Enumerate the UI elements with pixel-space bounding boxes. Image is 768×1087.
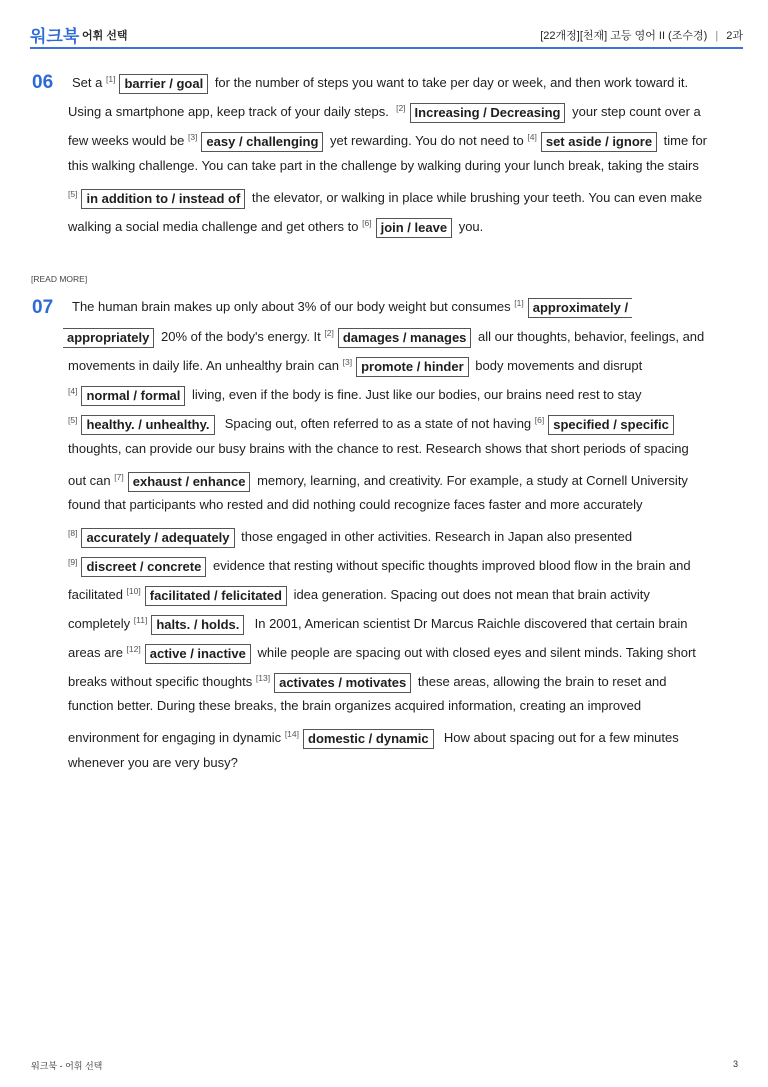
- text-run: areas are: [68, 645, 123, 660]
- choice-box[interactable]: facilitated / felicitated: [145, 586, 287, 606]
- text-run: movements in daily life. An unhealthy brain can: [68, 358, 339, 373]
- choice-box[interactable]: easy / challenging: [201, 132, 323, 152]
- lesson-label: 2과: [726, 30, 743, 42]
- text-run: evidence that resting without specific thoughts improved blood flow in the brain and: [212, 558, 691, 573]
- choice-box[interactable]: halts. / holds.: [151, 615, 244, 635]
- text-run: these areas, allowing the brain to reset and: [417, 674, 667, 689]
- choice-box[interactable]: exhaust / enhance: [128, 472, 251, 492]
- passage-line: [68, 467, 688, 487]
- passage-line: [68, 581, 650, 601]
- passage-line: [68, 523, 632, 543]
- passage-line: [68, 213, 483, 233]
- text-run: Set a: [72, 75, 103, 90]
- text-run: walking a social media challenge and get others to: [68, 219, 359, 234]
- choice-box[interactable]: damages / manages: [338, 328, 472, 348]
- course-info: [540, 27, 743, 43]
- text-run: idea generation. Spacing out does not mean that brain activity: [293, 587, 650, 602]
- brand-subtitle: 어휘 선택: [82, 30, 128, 42]
- course-title: [22개정][천재] 고등 영어 II (조수경): [540, 30, 708, 42]
- blank-number: [8]: [68, 528, 78, 538]
- choice-box[interactable]: promote / hinder: [356, 357, 469, 377]
- brand-title: 워크북: [30, 27, 80, 46]
- text-run: breaks without specific thoughts: [68, 674, 253, 689]
- footer-label: 워크북 - 어휘 선택: [31, 1061, 103, 1071]
- passage-line: [68, 668, 667, 688]
- choice-box[interactable]: join / leave: [376, 218, 452, 238]
- choice-box[interactable]: set aside / ignore: [541, 132, 657, 152]
- text-run: your step count over a: [572, 104, 701, 119]
- passage-line: [68, 184, 702, 204]
- text-run: you.: [458, 219, 484, 234]
- passage-line: [68, 127, 707, 147]
- passage-line: [68, 724, 679, 744]
- text-run: living, even if the body is fine. Just like our bodies, our brains need rest to stay: [192, 387, 642, 402]
- text-run: found that participants who rested and did nothing could recognize faces faster and more accurately: [68, 497, 643, 512]
- text-run: time for: [663, 133, 708, 148]
- text-run: whenever you are very busy?: [68, 755, 238, 770]
- passage-line: [68, 753, 238, 773]
- choice-box[interactable]: normal / formal: [81, 386, 185, 406]
- text-run: memory, learning, and creativity. For example, a study at Cornell University: [257, 473, 688, 488]
- question-number-07: 07: [32, 297, 54, 318]
- choice-box[interactable]: domestic / dynamic: [303, 729, 434, 749]
- blank-number: [6]: [534, 415, 545, 425]
- blank-number: [1]: [105, 74, 116, 84]
- question-number-06: 06: [32, 72, 54, 93]
- text-run: few weeks would be: [68, 133, 185, 148]
- passage-line: [68, 156, 699, 176]
- blank-number: [12]: [126, 644, 141, 654]
- blank-number: [6]: [362, 218, 372, 228]
- blank-number: [11]: [133, 615, 148, 625]
- text-run: completely: [68, 616, 131, 631]
- text-run: this walking challenge. You can take part in the challenge by walking during your lunch break, taking the stairs: [68, 158, 699, 173]
- blank-number: [2]: [396, 103, 406, 113]
- blank-number: [10]: [126, 586, 141, 596]
- choice-box[interactable]: activates / motivates: [274, 673, 411, 693]
- choice-box[interactable]: Increasing / Decreasing: [410, 103, 566, 123]
- passage-line: [63, 323, 704, 343]
- blank-number: [5]: [68, 415, 78, 425]
- header-separator: |: [715, 30, 719, 42]
- passage-line: [68, 98, 701, 118]
- blank-number: [2]: [324, 328, 334, 338]
- page-number: 3: [732, 1059, 738, 1069]
- choice-box[interactable]: in addition to / instead of: [81, 189, 245, 209]
- passage-line: [68, 639, 696, 659]
- blank-number: [3]: [187, 132, 198, 142]
- choice-box[interactable]: accurately / adequately: [81, 528, 234, 548]
- blank-number: [9]: [68, 557, 78, 567]
- choice-box[interactable]: discreet / concrete: [81, 557, 206, 577]
- text-run: environment for engaging in dynamic: [68, 730, 282, 745]
- text-run: all our thoughts, behavior, feelings, and: [478, 329, 705, 344]
- text-run: The human brain makes up only about 3% of our body weight but consumes: [72, 299, 511, 314]
- text-run: while people are spacing out with closed eyes and silent minds. Taking short: [257, 645, 696, 660]
- passage-line: [72, 69, 688, 89]
- passage-line: [68, 381, 641, 401]
- passage-line: [72, 293, 632, 313]
- text-run: the elevator, or walking in place while brushing your teeth. You can even make: [251, 190, 703, 205]
- choice-box[interactable]: specified / specific: [548, 415, 674, 435]
- blank-number: [13]: [255, 673, 271, 683]
- passage-line: [68, 495, 643, 515]
- blank-number: [1]: [514, 298, 524, 308]
- text-run: facilitated: [68, 587, 123, 602]
- text-run: 20% of the body's energy. It: [160, 329, 321, 344]
- text-run: those engaged in other activities. Research in Japan also presented: [241, 529, 633, 544]
- passage-line: [68, 552, 691, 572]
- passage-line: [68, 410, 677, 430]
- text-run: out can: [68, 473, 111, 488]
- passage-line: [68, 352, 642, 372]
- text-run: yet rewarding. You do not need to: [330, 133, 524, 148]
- text-run: Using a smartphone app, keep track of your daily steps.: [68, 104, 389, 119]
- text-run: thoughts, can provide our busy brains with the chance to rest. Research shows that short periods of spacing: [68, 441, 689, 456]
- page-header: [30, 20, 743, 49]
- choice-box[interactable]: appropriately: [63, 328, 154, 348]
- choice-box[interactable]: approximately /: [528, 298, 632, 318]
- text-run: How about spacing out for a few minutes: [443, 730, 679, 745]
- choice-box[interactable]: healthy. / unhealthy.: [81, 415, 214, 435]
- text-run: body movements and disrupt: [475, 358, 643, 373]
- choice-box[interactable]: barrier / goal: [119, 74, 208, 94]
- blank-number: [4]: [68, 386, 78, 396]
- blank-number: [7]: [114, 472, 124, 482]
- blank-number: [14]: [284, 729, 299, 739]
- text-run: Spacing out, often referred to as a state of not having: [224, 416, 532, 431]
- read-more-label: [READ MORE]: [31, 274, 88, 284]
- text-run: function better. During these breaks, the brain organizes acquired information, creating an improved: [68, 698, 642, 713]
- blank-number: [5]: [68, 189, 78, 199]
- passage-line: [68, 610, 687, 630]
- blank-number: [3]: [342, 357, 353, 367]
- passage-line: [68, 696, 641, 716]
- text-run: In 2001, American scientist Dr Marcus Raichle discovered that certain brain: [254, 616, 688, 631]
- blank-number: [4]: [527, 132, 537, 142]
- text-run: for the number of steps you want to take per day or week, and then work toward it.: [214, 75, 689, 90]
- passage-line: [68, 439, 689, 459]
- choice-box[interactable]: active / inactive: [145, 644, 251, 664]
